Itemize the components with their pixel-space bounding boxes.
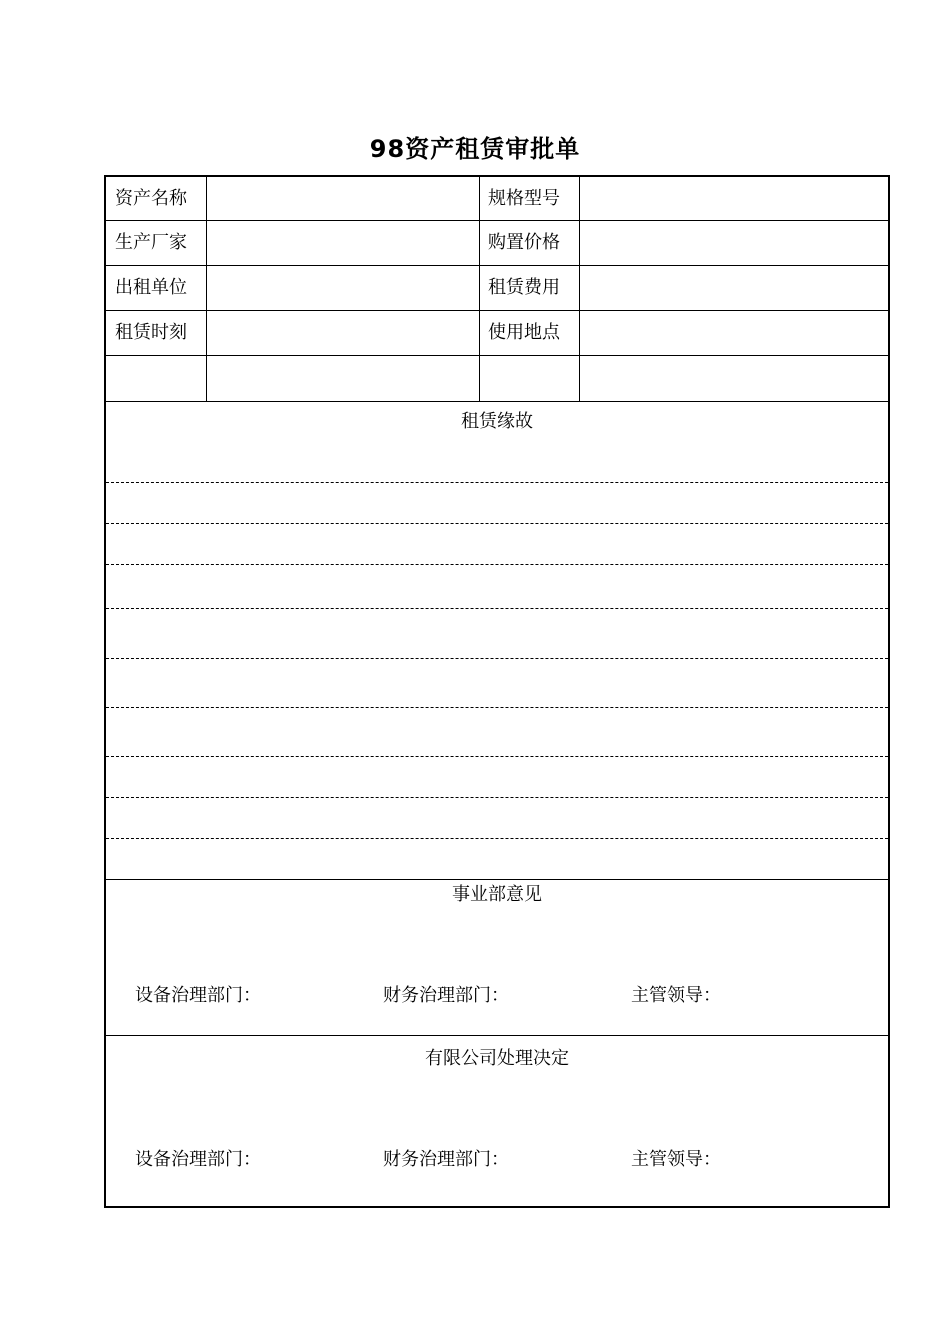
writing-line — [106, 797, 888, 798]
empty-cell[interactable] — [481, 357, 578, 400]
writing-line — [106, 756, 888, 757]
company-supervisor-sign: 主管领导： — [631, 1149, 721, 1170]
lease-time-field[interactable] — [208, 313, 477, 353]
company-decision-title: 有限公司处理决定 — [425, 1048, 569, 1069]
division-opinion-title: 事业部意见 — [452, 884, 542, 905]
writing-line — [106, 658, 888, 659]
company-equipment-dept-sign: 设备治理部门： — [135, 1149, 261, 1170]
reason-writing-area[interactable] — [106, 447, 888, 877]
manufacturer-field[interactable] — [208, 223, 477, 263]
lessor-field[interactable] — [208, 268, 477, 308]
row-divider — [106, 401, 888, 402]
writing-line — [106, 838, 888, 839]
label-lease-time: 租赁时刻 — [115, 322, 187, 343]
column-divider — [579, 177, 580, 401]
reason-section-title: 租赁缘故 — [461, 411, 533, 432]
company-finance-dept-sign: 财务治理部门： — [383, 1149, 509, 1170]
division-finance-dept-sign: 财务治理部门： — [383, 985, 509, 1006]
writing-line — [106, 482, 888, 483]
writing-line — [106, 707, 888, 708]
column-divider — [206, 177, 207, 401]
writing-line — [106, 564, 888, 565]
label-purchase-price: 购置价格 — [488, 232, 560, 253]
lease-fee-field[interactable] — [581, 268, 886, 308]
asset-name-field[interactable] — [208, 179, 477, 219]
row-divider — [106, 355, 888, 356]
section-divider — [106, 1035, 888, 1036]
division-supervisor-sign: 主管领导： — [631, 985, 721, 1006]
use-location-field[interactable] — [581, 313, 886, 353]
label-manufacturer: 生产厂家 — [115, 232, 187, 253]
approval-form-table — [104, 175, 890, 1208]
empty-cell[interactable] — [208, 357, 477, 400]
form-title: 98资产租赁审批单 — [369, 135, 581, 163]
empty-cell[interactable] — [581, 357, 886, 400]
empty-cell[interactable] — [106, 357, 205, 400]
label-lessor: 出租单位 — [115, 277, 187, 298]
label-use-location: 使用地点 — [488, 322, 560, 343]
writing-line — [106, 608, 888, 609]
label-asset-name: 资产名称 — [115, 188, 187, 209]
spec-model-field[interactable] — [581, 179, 886, 219]
division-equipment-dept-sign: 设备治理部门： — [135, 985, 261, 1006]
purchase-price-field[interactable] — [581, 223, 886, 263]
section-divider — [106, 879, 888, 880]
label-lease-fee: 租赁费用 — [488, 277, 560, 298]
writing-line — [106, 523, 888, 524]
label-spec-model: 规格型号 — [488, 188, 560, 209]
